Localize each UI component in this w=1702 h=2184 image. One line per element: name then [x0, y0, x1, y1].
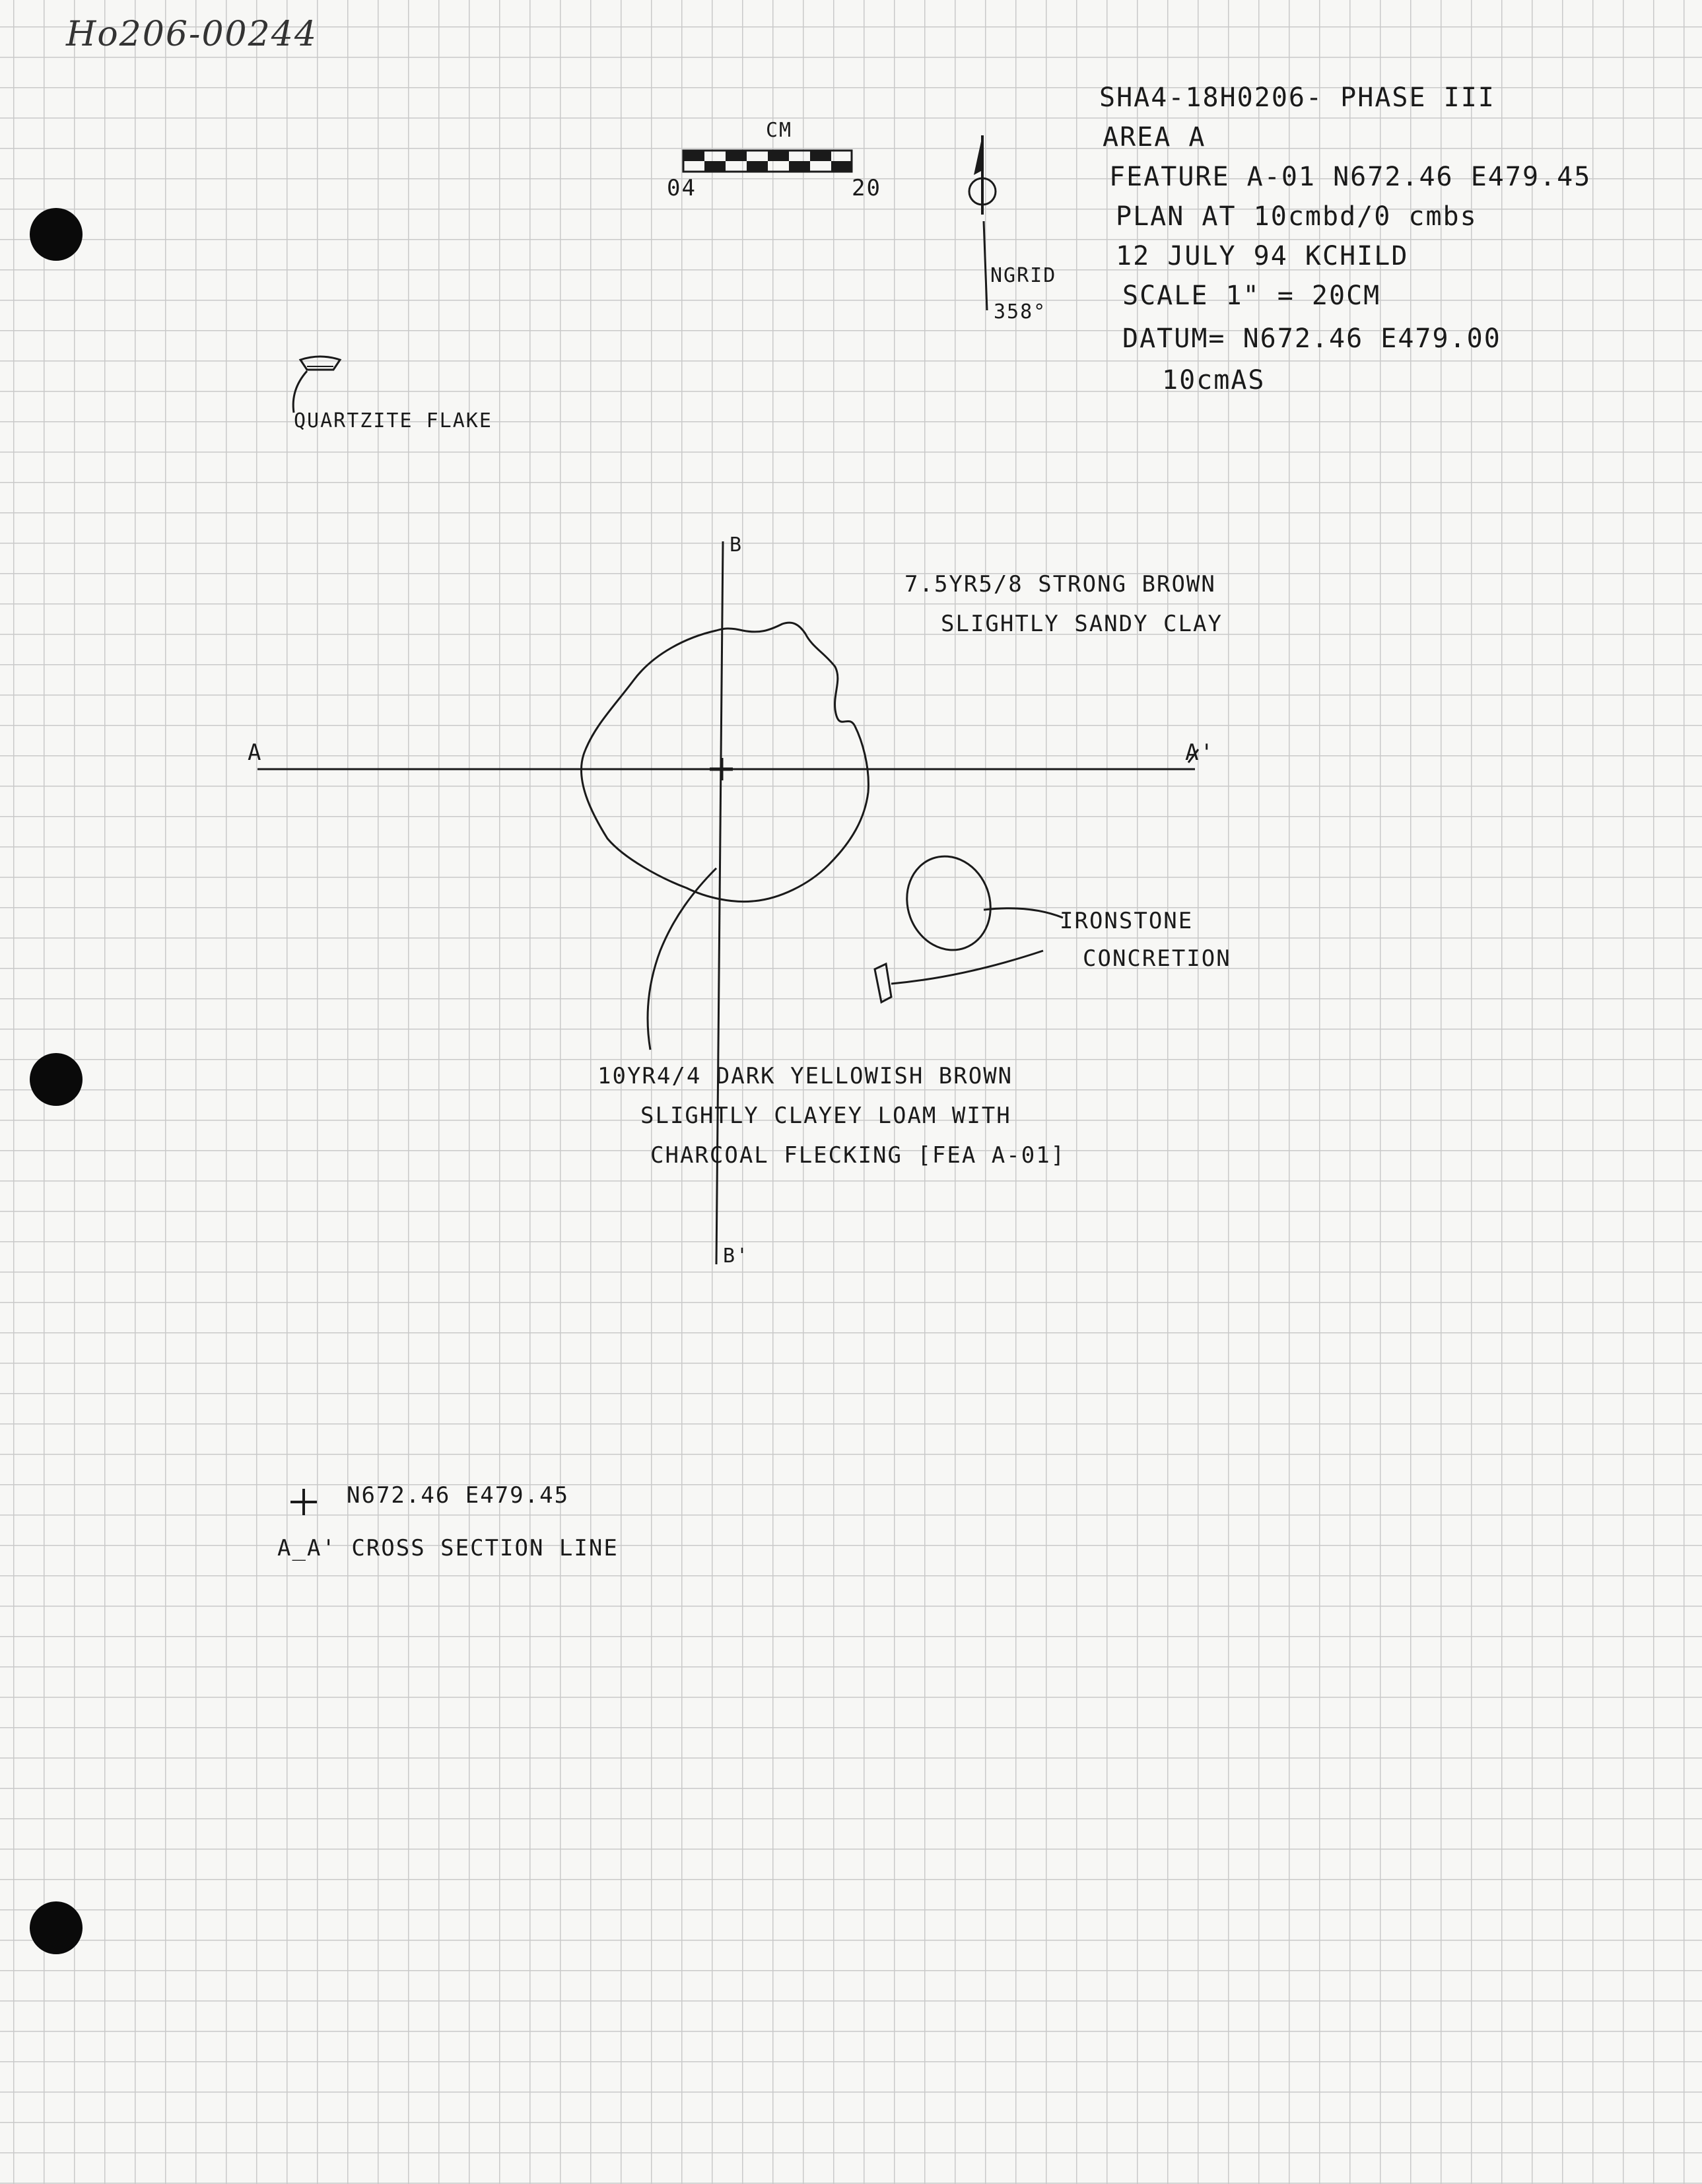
- datum-crosshair-icon: [710, 758, 733, 780]
- header-line-feature: FEATURE A-01 N672.46 E479.45: [1109, 162, 1592, 192]
- scale-bar: [683, 151, 852, 172]
- ironstone-leader-line: [984, 908, 1063, 918]
- legend-datum-point: N672.46 E479.45: [347, 1482, 570, 1509]
- header-line-plan: PLAN AT 10cmbd/0 cmbs: [1116, 201, 1478, 232]
- north-bearing-label: 358°: [994, 300, 1047, 324]
- axis-label-b: B: [730, 533, 743, 557]
- scale-end-label: 20: [852, 175, 881, 201]
- ironstone-concretion-outline: [894, 844, 1004, 962]
- legend-cross-section-line: A_A' CROSS SECTION LINE: [277, 1535, 619, 1561]
- feature-a01-outline: [581, 623, 868, 901]
- header-line-date-recorder: 12 JULY 94 KCHILD: [1116, 241, 1409, 271]
- loam-label-line-2: SLIGHTLY CLAYEY LOAM WITH: [640, 1103, 1011, 1129]
- clay-label-line-1: 7.5YR5/8 STRONG BROWN: [904, 571, 1216, 597]
- loam-label-line-3: CHARCOAL FLECKING [FEA A-01]: [650, 1142, 1066, 1169]
- header-line-datum: DATUM= N672.46 E479.00: [1122, 324, 1501, 354]
- axis-label-a-prime: A': [1185, 739, 1215, 766]
- scale-start-label: 04: [667, 175, 697, 201]
- header-line-site: SHA4-18H0206- PHASE III: [1099, 83, 1495, 113]
- axis-label-b-prime: B': [723, 1245, 750, 1268]
- legend-datum-marker-icon: [290, 1489, 317, 1515]
- ironstone-label-line-2: CONCRETION: [1083, 945, 1231, 972]
- header-line-scale: SCALE 1" = 20CM: [1122, 281, 1381, 311]
- header-line-elevation: 10cmAS: [1162, 365, 1266, 395]
- ironstone-label-line-1: IRONSTONE: [1060, 908, 1194, 934]
- small-stone-icon: [875, 951, 1043, 1002]
- quartzite-flake-label: QUARTZITE FLAKE: [294, 409, 493, 432]
- clay-label-line-2: SLIGHTLY SANDY CLAY: [941, 611, 1223, 637]
- loam-label-line-1: 10YR4/4 DARK YELLOWISH BROWN: [597, 1063, 1013, 1089]
- axis-label-a: A: [248, 739, 263, 766]
- north-grid-label: NGRID: [990, 264, 1057, 287]
- document-id: Ho206-00244: [66, 15, 318, 54]
- header-line-area: AREA A: [1103, 122, 1206, 153]
- quartzite-flake-icon: [293, 357, 340, 413]
- scale-unit-label: CM: [766, 119, 793, 142]
